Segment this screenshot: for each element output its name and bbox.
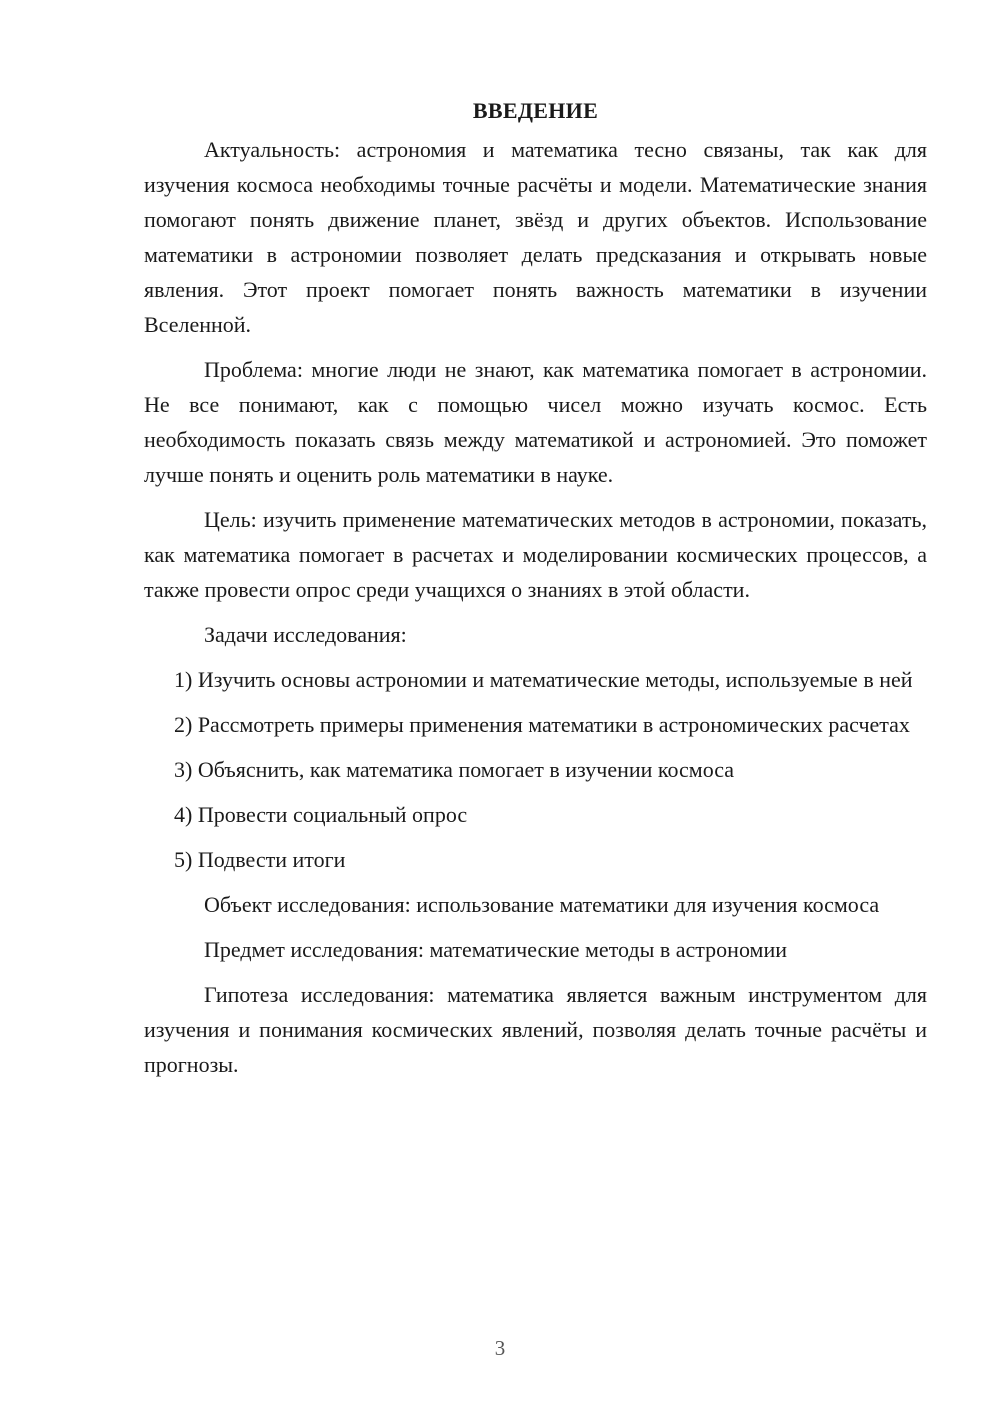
relevance-paragraph: Актуальность: астрономия и математика тесно связаны, так как для изучения космоса необходимы точные расчёты и модели. Математические знания помогают понять движение планет, звёзд и других объектов. Использование математики в астрономии позволяет делать предсказания и открывать новые явления. Этот проект помогает понять важность математики в изучении Вселенной. (144, 137, 927, 337)
tasks-heading: Задачи исследования: (204, 622, 407, 647)
task-item-4: 4) Провести социальный опрос (174, 802, 468, 827)
page-number: 3 (494, 1336, 506, 1360)
task-item-5: 5) Подвести итоги (174, 847, 346, 872)
task-item-2: 2) Рассмотреть примеры применения математики в астрономических расчетах (174, 712, 910, 737)
subject-paragraph: Предмет исследования: математические методы в астрономии (204, 937, 787, 962)
goal-paragraph: Цель: изучить применение математических методов в астрономии, показать, как математика помогает в расчетах и моделировании космических процессов, а также провести опрос среди учащихся о знаниях в этой области. (144, 507, 927, 602)
hypothesis-paragraph: Гипотеза исследования: математика является важным инструментом для изучения и понимания космических явлений, позволяя делать точные расчёты и прогнозы. (144, 982, 927, 1077)
page-content (144, 96, 927, 1082)
section-title: ВВЕДЕНИЕ (472, 98, 599, 123)
task-item-3: 3) Объяснить, как математика помогает в изучении космоса (174, 757, 735, 782)
problem-paragraph: Проблема: многие люди не знают, как математика помогает в астрономии. Не все понимают, как с помощью чисел можно изучать космос. Есть необходимость показать связь между математикой и астрономией. Это поможет лучше понять и оценить роль математики в науке. (144, 357, 927, 487)
object-paragraph: Объект исследования: использование математики для изучения космоса (204, 892, 880, 917)
task-item-1: 1) Изучить основы астрономии и математические методы, используемые в ней (174, 667, 913, 692)
